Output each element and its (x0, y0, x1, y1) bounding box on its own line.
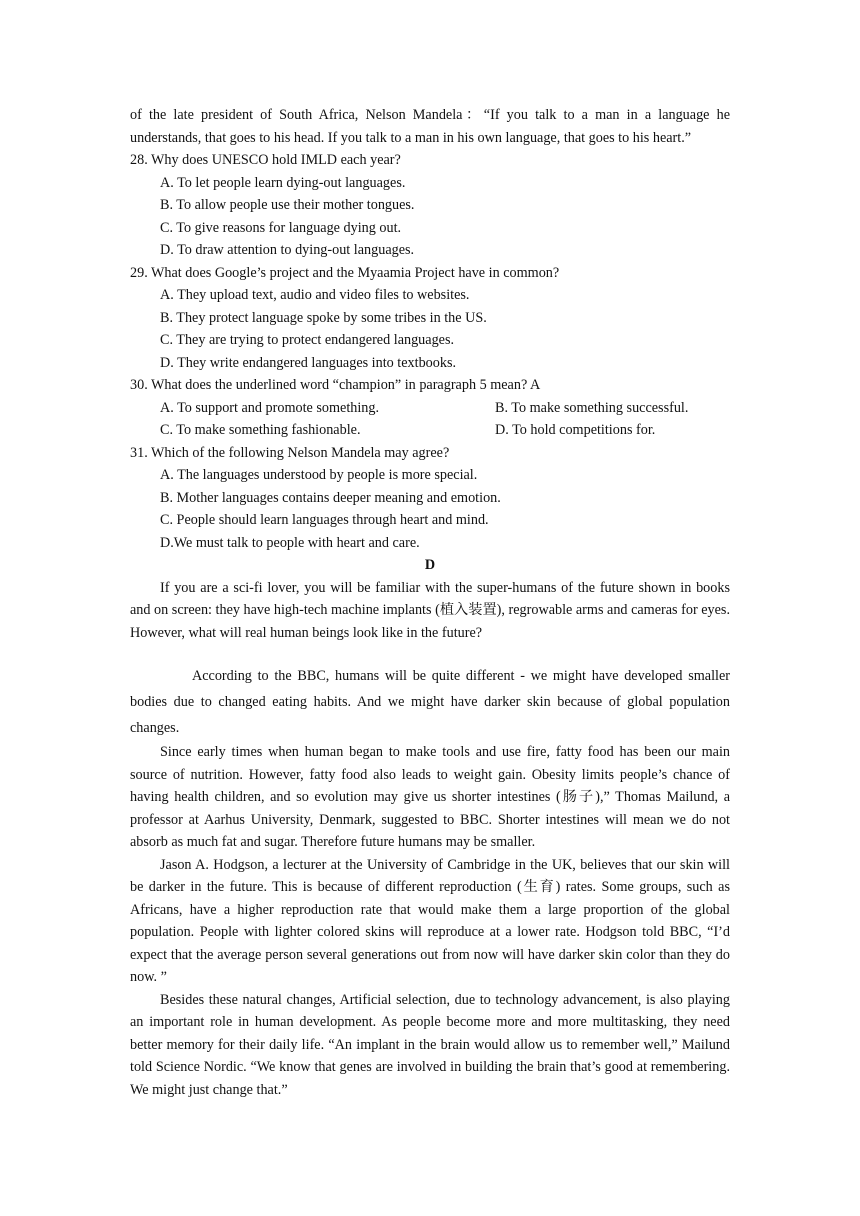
passage-paragraph: If you are a sci-fi lover, you will be familiar with the super-humans of the future shown in books and on screen: they have high-tech machine implants (植入装置), regrowable arms and cameras for eyes. However, what will real human beings look like in the future? (130, 579, 730, 641)
option-d: D. They write endangered languages into textbooks. (160, 354, 457, 371)
question-stem: 28. Why does UNESCO hold IMLD each year? (130, 152, 401, 168)
passage-paragraph: Since early times when human began to make tools and use fire, fatty food has been our main source of nutrition. However, fatty food also leads to weight gain. Obesity limits people’s chance of having health children, and so evolution may give us shorter intestines (肠子),” Thomas Mailund, a professor at Aarhus University, Denmark, suggested to BBC. Shorter intestines will mean we do not absorb as much fat and sugar. Therefore future humans may be smaller. (130, 744, 730, 850)
option-row (130, 419, 730, 442)
option-b: B. To make something successful. (495, 399, 689, 416)
question-31 (130, 442, 730, 555)
section-heading: D (424, 557, 436, 573)
paragraph-gap (130, 644, 730, 663)
question-stem: 31. Which of the following Nelson Mandela may agree? (130, 444, 450, 461)
passage-paragraph: Jason A. Hodgson, a lecturer at the University of Cambridge in the UK, believes that our skin will be darker in the future. This is because of different reproduction (生育) rates. Some groups, such as Africans, have a higher reproduction rate that would make them a large proportion of the global population. People with lighter colored skins will reproduce at a lower rate. Hodgson told BBC, “I’d expect that the average person several generations out from now will have darker skin color than they do now. ” (130, 856, 730, 985)
question-29 (130, 262, 730, 375)
option-d: D. To draw attention to dying-out languages. (160, 242, 415, 258)
option-b: B. To allow people use their mother tongues. (160, 197, 415, 213)
option-c: C. To make something fashionable. (160, 422, 361, 438)
option-d: D. To hold competitions for. (495, 422, 656, 438)
option-d: D.We must talk to people with heart and care. (160, 534, 420, 551)
option-a: A. To let people learn dying-out languages. (160, 174, 406, 191)
intro-paragraph: of the late president of South Africa, Nelson Mandela：“If you talk to a man in a language he understands, that goes to his head. If you talk to a man in his own language, that goes to his heart.” (130, 107, 730, 146)
option-a: A. The languages understood by people is more special. (160, 467, 478, 483)
page-content (130, 104, 730, 1101)
option-b: B. Mother languages contains deeper meaning and emotion. (160, 489, 501, 506)
option-b: B. They protect language spoke by some tribes in the US. (160, 309, 487, 326)
question-28 (130, 149, 730, 262)
option-a: A. To support and promote something. (160, 399, 380, 416)
option-a: A. They upload text, audio and video files to websites. (160, 287, 470, 303)
option-row (130, 397, 730, 420)
option-c: C. They are trying to protect endangered languages. (160, 332, 455, 348)
option-c: C. People should learn languages through heart and mind. (160, 512, 489, 528)
passage-paragraph: According to the BBC, humans will be quite different - we might have developed smaller bodies due to changed eating habits. And we might have darker skin because of global population changes. (130, 668, 730, 736)
passage-paragraph: Besides these natural changes, Artificial selection, due to technology advancement, is also playing an important role in human development. As people become more and more multitasking, they need better memory for their daily life. “An implant in the brain would allow us to remember well,” Mailund told Science Nordic. “We know that genes are involved in building the brain that’s good at remembering. We might just change that.” (130, 991, 730, 1098)
option-c: C. To give reasons for language dying out. (160, 219, 402, 236)
question-stem: 29. What does Google’s project and the Myaamia Project have in common? (130, 264, 560, 281)
question-30 (130, 374, 730, 442)
question-stem: 30. What does the underlined word “champion” in paragraph 5 mean? A (130, 377, 541, 393)
